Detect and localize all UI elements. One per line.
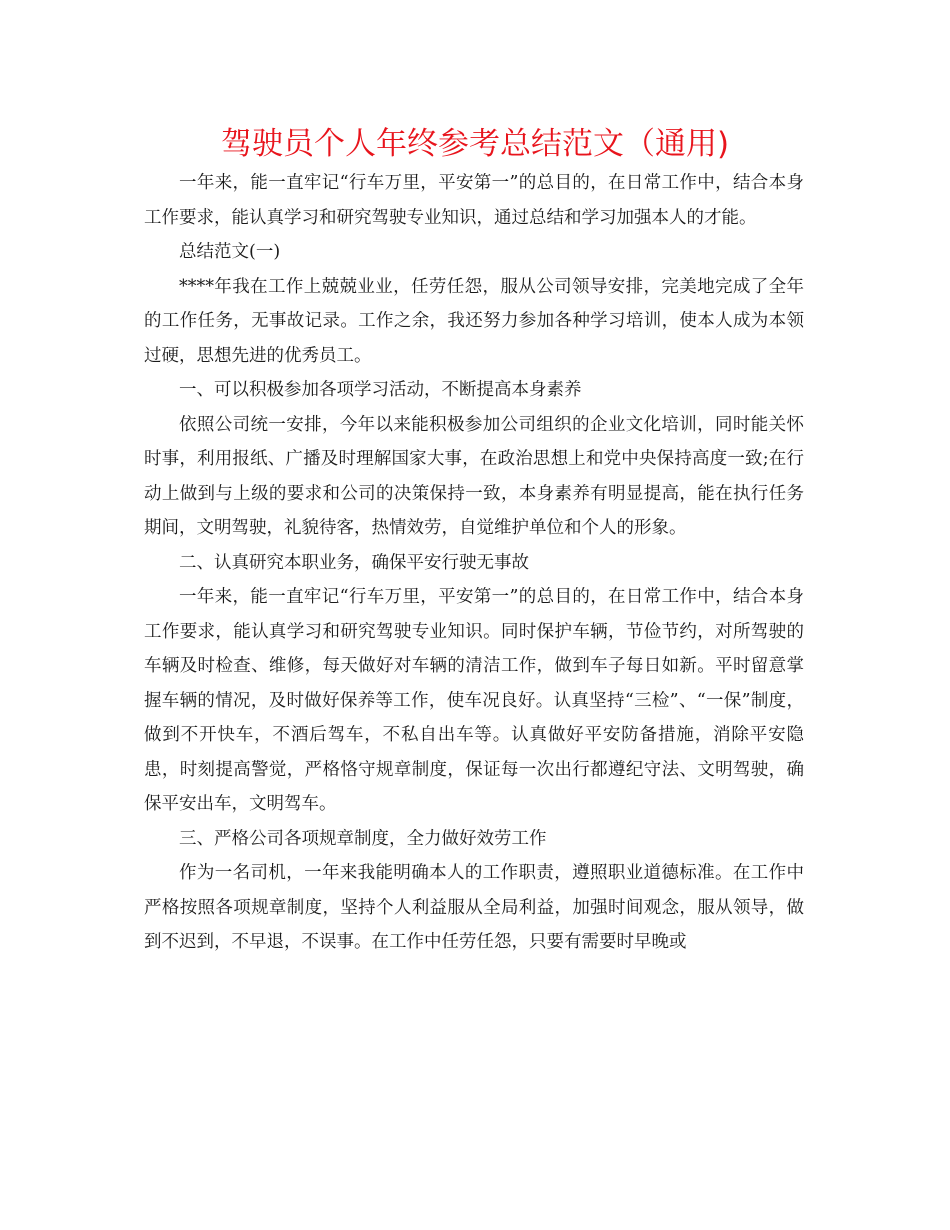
- document-title: 驾驶员个人年终参考总结范文（通用): [220, 126, 730, 162]
- paragraph-section-label: 总结范文(一): [179, 242, 281, 262]
- heading-section-2: 二、认真研究本职业务，确保平安行驶无事故: [179, 552, 529, 573]
- document-body: [144, 166, 804, 960]
- paragraph-summary: ****年我在工作上兢兢业业，任劳任怨，服从公司领导安排，完美地完成了全年的工作任务，无事故记录。工作之余，我还努力参加各种学习培训，使本人成为本领过硬，思想先进的优秀员工。: [144, 276, 804, 366]
- paragraph-section-1: 依照公司统一安排，今年以来能积极参加公司组织的企业文化培训，同时能关怀时事，利用报纸、广播及时理解国家大事，在政治思想上和党中央保持高度一致;在行动上做到与上级的要求和公司的决策保持一致，本身素养有明显提高，能在执行任务期间，文明驾驶，礼貌待客，热情效劳，自觉维护单位和个人的形象。: [144, 414, 804, 538]
- paragraph-section-2: 一年来，能一直牢记“行车万里，平安第一”的总目的，在日常工作中，结合本身工作要求，能认真学习和研究驾驶专业知识。同时保护车辆，节俭节约，对所驾驶的车辆及时检查、维修，每天做好对车辆的清洁工作，做到车子每日如新。平时留意掌握车辆的情况，及时做好保养等工作，使车况良好。认真坚持“三检”、“一保”制度，做到不开快车，不酒后驾车，不私自出车等。认真做好平安防备措施，消除平安隐患，时刻提高警觉，严格恪守规章制度，保证每一次出行都遵纪守法、文明驾驶，确保平安出车，文明驾车。: [144, 587, 804, 814]
- paragraph-section-3: 作为一名司机，一年来我能明确本人的工作职责，遵照职业道德标准。在工作中严格按照各项规章制度，坚持个人利益服从全局利益，加强时间观念，服从领导，做到不迟到，不早退，不误事。在工作中任劳任怨，只要有需要时早晚或: [144, 863, 804, 952]
- paragraph-intro: 一年来，能一直牢记“行车万里，平安第一”的总目的，在日常工作中，结合本身工作要求，能认真学习和研究驾驶专业知识，通过总结和学习加强本人的才能。: [144, 173, 804, 228]
- heading-section-1: 一、可以积极参加各项学习活动，不断提高本身素养: [179, 380, 582, 400]
- heading-section-3: 三、严格公司各项规章制度，全力做好效劳工作: [179, 828, 547, 849]
